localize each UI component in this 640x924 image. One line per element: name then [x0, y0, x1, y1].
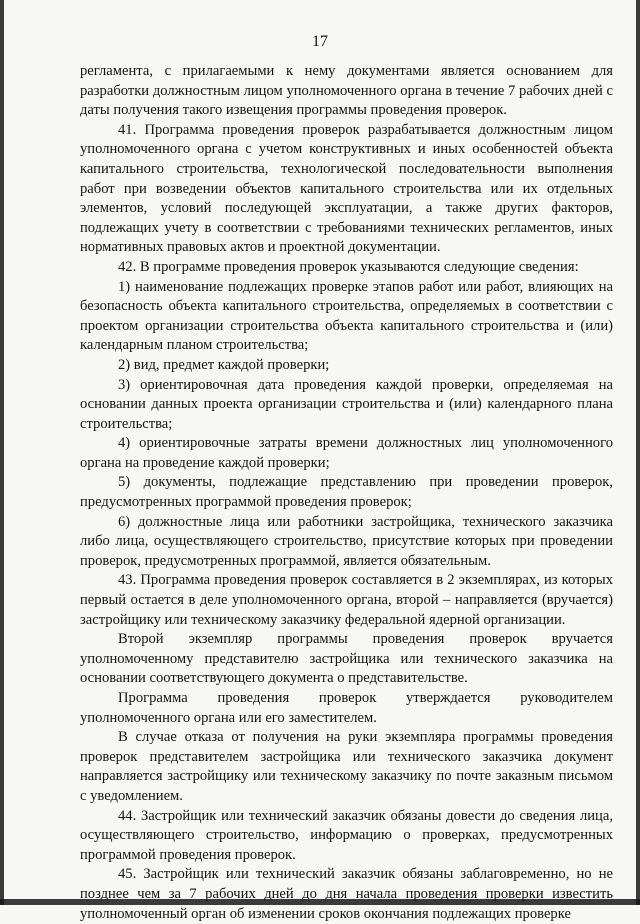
scan-edge-right: [636, 0, 640, 905]
paragraph-43-refusal: В случае отказа от получения на руки экземпляра программы проведения проверок представителем застройщика или технического заказчика документ направляется застройщику или техническому заказчику по почте заказным письмом с уведомлением.: [80, 729, 613, 804]
paragraph-43: 43. Программа проведения проверок составляется в 2 экземплярах, из которых первый остается в деле уполномоченного органа, второй – направляется (вручается) застройщику или техническому заказчику федеральной ядерной организации.: [80, 572, 613, 628]
paragraph-42: 42. В программе проведения проверок указываются следующие сведения:: [118, 258, 579, 275]
paragraph-43-approval: Программа проведения проверок утверждается руководителем уполномоченного органа или его заместителем.: [80, 690, 613, 726]
scan-edge-left: [0, 0, 4, 905]
list-item-4: 4) ориентировочные затраты времени должностных лиц уполномоченного органа на проведение каждой проверки;: [80, 435, 613, 471]
paragraph-45: 45. Застройщик или технический заказчик обязаны заблаговременно, но не позднее чем за 7 рабочих дней до дня начала проведения проверки известить уполномоченный орган об изменении сроков окончания подлежащих проверке: [80, 866, 613, 922]
list-item-2: 2) вид, предмет каждой проверки;: [118, 356, 330, 373]
list-item-3: 3) ориентировочная дата проведения каждой проверки, определяемая на основании данных проекта организации строительства и (или) календарного плана строительства;: [80, 376, 613, 432]
list-item-5: 5) документы, подлежащие представлению при проведении проверок, предусмотренных программой проведения проверок;: [80, 474, 613, 511]
list-item-6: 6) должностные лица или работники застройщика, технического заказчика либо лица, осуществляющего строительство, присутствие которых при проведении проверок, предусмотренных программой, является обязательным.: [80, 513, 613, 569]
paragraph-41: 41. Программа проведения проверок разрабатывается должностным лицом уполномоченного органа с учетом конструктивных и иных особенностей объекта капитального строительства, технологической последовательности выполнения работ при возведении объектов капитального строительства или их отдельных элементов, условий последующей эксплуатации, а также других факторов, подлежащих учету в соответствии с требованиями технических регламентов, иных нормативных правовых актов и проектной документации.: [80, 121, 613, 256]
paragraph-44: 44. Застройщик или технический заказчик обязаны довести до сведения лица, осуществляющего строительство, информацию о проверках, предусмотренных программой проведения проверок.: [80, 807, 613, 863]
paragraph-43-second-copy: Второй экземпляр программы проведения проверок вручается уполномоченному представителю застройщика или технического заказчика на основании соответствующего документа о представительстве.: [80, 631, 613, 687]
paragraph-continuation: регламента, с прилагаемыми к нему документами является основанием для разработки должностным лицом уполномоченного органа в течение 7 рабочих дней с даты получения такого извещения программы проведения проверок.: [80, 63, 613, 119]
document-body: [80, 62, 613, 924]
list-item-1: 1) наименование подлежащих проверке этапов работ или работ, влияющих на безопасность объекта капитального строительства, определяемых в соответствии с проектом организации строительства объекта капитального строительства и (или) календарным планом строительства;: [80, 278, 613, 354]
page-number: 17: [312, 33, 328, 50]
